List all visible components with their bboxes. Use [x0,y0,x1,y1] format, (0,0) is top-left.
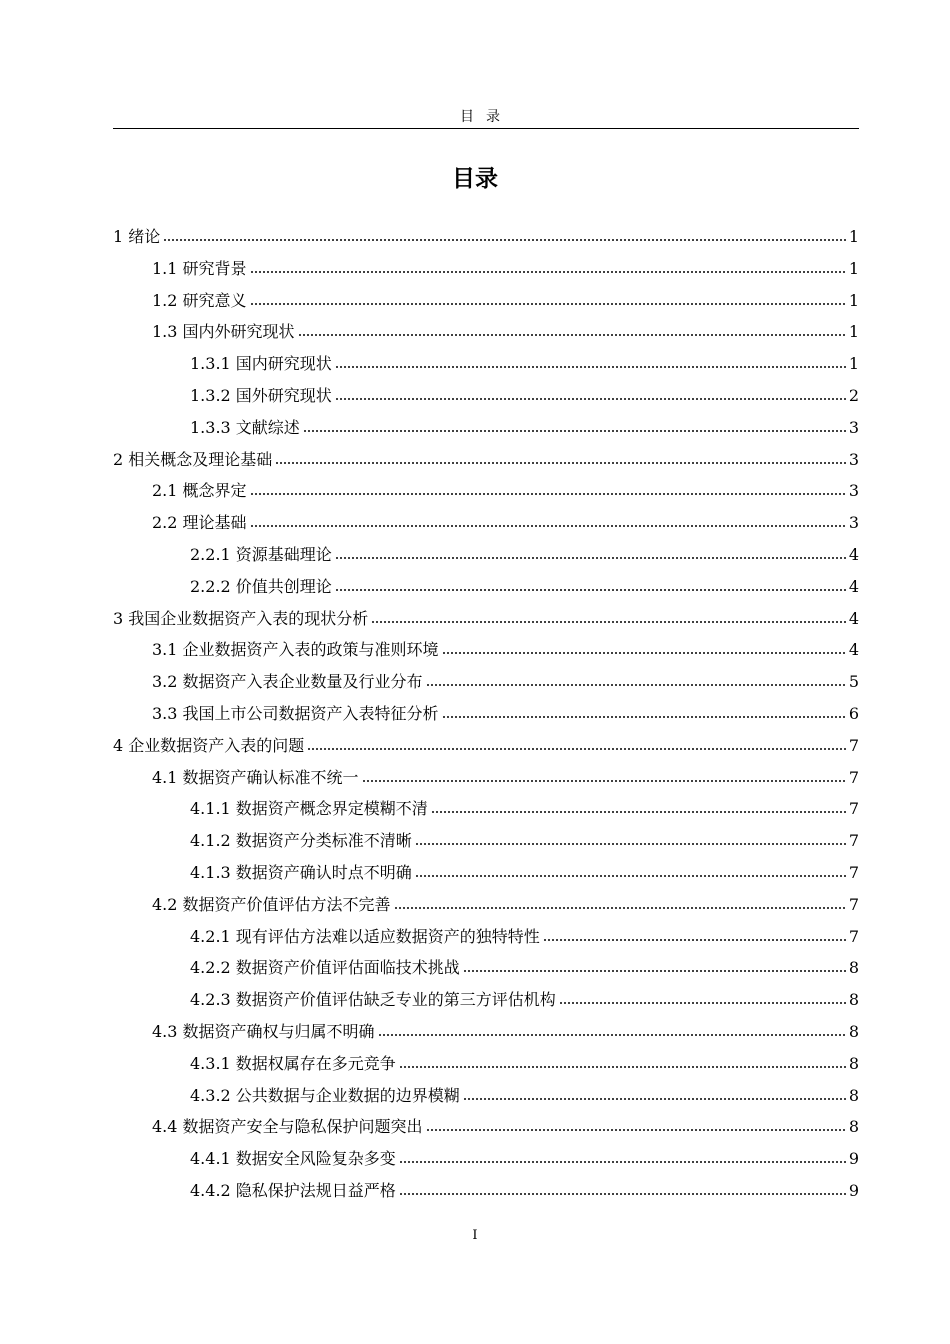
table-of-contents [113,225,859,1211]
dot-leader [275,462,846,464]
toc-entry-page-number: 7 [848,862,859,882]
toc-entry-label: 4.2.2 数据资产价值评估面临技术挑战 [190,958,460,978]
toc-entry-page-number: 1 [848,322,859,342]
toc-entry[interactable] [113,416,859,448]
toc-entry-label: 3.2 数据资产入表企业数量及行业分布 [152,672,423,692]
toc-entry[interactable] [113,1052,859,1084]
dot-leader [394,907,846,909]
toc-entry-label: 3.3 我国上市公司数据资产入表特征分析 [152,703,439,723]
toc-entry-label: 4.1.3 数据资产确认时点不明确 [190,862,412,882]
toc-entry-page-number: 6 [848,703,859,723]
toc-entry-page-number: 9 [848,1149,859,1169]
toc-entry-label: 4.3.1 数据权属存在多元竞争 [190,1053,396,1073]
toc-entry[interactable] [113,893,859,925]
toc-entry-page-number: 8 [848,1021,859,1041]
toc-entry[interactable] [113,1179,859,1211]
toc-entry[interactable] [113,448,859,480]
toc-entry-label: 3.1 企业数据资产入表的政策与准则环境 [152,640,439,660]
toc-entry[interactable] [113,670,859,702]
toc-entry[interactable] [113,829,859,861]
toc-entry-label: 1.3.2 国外研究现状 [190,385,332,405]
toc-entry[interactable] [113,1020,859,1052]
toc-entry-page-number: 8 [848,990,859,1010]
toc-entry-page-number: 7 [848,831,859,851]
toc-entry-page-number: 4 [848,544,859,564]
toc-entry[interactable] [113,384,859,416]
dot-leader [442,652,846,654]
dot-leader [307,748,846,750]
toc-entry-page-number: 5 [848,672,859,692]
toc-entry-label: 1.1 研究背景 [152,258,247,278]
toc-entry[interactable] [113,607,859,639]
toc-entry-page-number: 1 [848,290,859,310]
dot-leader [335,398,846,400]
dot-leader [415,875,846,877]
dot-leader [378,1034,846,1036]
toc-entry-page-number: 7 [848,799,859,819]
toc-entry-label: 4.2.3 数据资产价值评估缺乏专业的第三方评估机构 [190,990,556,1010]
toc-entry-page-number: 3 [848,449,859,469]
toc-entry-page-number: 1 [848,258,859,278]
dot-leader [250,303,846,305]
toc-entry-page-number: 7 [848,926,859,946]
toc-entry[interactable] [113,988,859,1020]
toc-entry-label: 1 绪论 [113,227,161,246]
toc-entry-label: 4.4.1 数据安全风险复杂多变 [190,1149,396,1169]
toc-entry[interactable] [113,638,859,670]
toc-entry[interactable] [113,861,859,893]
dot-leader [298,334,846,336]
toc-entry-page-number: 3 [848,513,859,533]
toc-entry-label: 2.2.1 资源基础理论 [190,544,332,564]
toc-entry-label: 4.4.2 隐私保护法规日益严格 [190,1180,396,1200]
dot-leader [543,939,846,941]
toc-entry-label: 4.3 数据资产确权与归属不明确 [152,1021,375,1041]
toc-entry-label: 1.3 国内外研究现状 [152,322,295,342]
toc-entry-label: 1.3.3 文献综述 [190,417,300,437]
dot-leader [371,621,846,623]
dot-leader [303,430,846,432]
toc-entry-label: 2.1 概念界定 [152,481,247,501]
page-number: I [472,1228,478,1243]
dot-leader [250,271,846,273]
toc-entry-label: 2 相关概念及理论基础 [113,449,273,469]
toc-entry-label: 2.2 理论基础 [152,513,247,533]
toc-entry-page-number: 1 [848,354,859,374]
toc-entry[interactable] [113,511,859,543]
toc-entry-page-number: 3 [848,481,859,501]
dot-leader [250,493,846,495]
dot-leader [335,589,846,591]
toc-entry[interactable] [113,734,859,766]
toc-entry-page-number: 8 [848,1053,859,1073]
toc-entry-page-number: 7 [848,767,859,787]
dot-leader [431,811,846,813]
toc-entry-label: 3 我国企业数据资产入表的现状分析 [113,608,369,628]
dot-leader [335,366,846,368]
toc-entry[interactable] [113,320,859,352]
toc-entry-page-number: 4 [848,608,859,628]
toc-entry-page-number: 9 [848,1180,859,1200]
toc-entry-page-number: 1 [848,227,859,246]
toc-entry-page-number: 2 [848,385,859,405]
toc-entry-label: 4.2 数据资产价值评估方法不完善 [152,894,391,914]
toc-entry-label: 4.3.2 公共数据与企业数据的边界模糊 [190,1085,460,1105]
toc-entry-page-number: 8 [848,1085,859,1105]
toc-entry-page-number: 7 [848,735,859,755]
toc-entry[interactable] [113,1115,859,1147]
dot-leader [559,1002,846,1004]
toc-entry-page-number: 7 [848,894,859,914]
header-rule [113,128,859,129]
toc-entry[interactable] [113,797,859,829]
dot-leader [399,1161,846,1163]
toc-entry[interactable] [113,956,859,988]
toc-entry-page-number: 8 [848,1117,859,1137]
dot-leader [399,1066,846,1068]
toc-entry[interactable] [113,352,859,384]
toc-entry[interactable] [113,702,859,734]
toc-entry-page-number: 4 [848,576,859,596]
dot-leader [362,780,846,782]
toc-entry[interactable] [113,925,859,957]
toc-entry[interactable] [113,289,859,321]
page-title: 目录 [452,166,498,192]
toc-entry[interactable] [113,225,859,257]
dot-leader [442,716,846,718]
toc-entry[interactable] [113,257,859,289]
toc-entry[interactable] [113,543,859,575]
toc-entry-label: 4.2.1 现有评估方法难以适应数据资产的独特特性 [190,926,540,946]
toc-entry-page-number: 3 [848,417,859,437]
toc-entry[interactable] [113,479,859,511]
toc-entry[interactable] [113,766,859,798]
dot-leader [163,239,846,241]
toc-entry[interactable] [113,575,859,607]
toc-entry-label: 4 企业数据资产入表的问题 [113,735,305,755]
toc-entry[interactable] [113,1084,859,1116]
dot-leader [463,970,846,972]
dot-leader [415,843,846,845]
toc-entry-label: 4.1 数据资产确认标准不统一 [152,767,359,787]
toc-entry-label: 4.1.2 数据资产分类标准不清晰 [190,831,412,851]
dot-leader [426,1129,846,1131]
dot-leader [335,557,846,559]
toc-entry-label: 1.3.1 国内研究现状 [190,354,332,374]
dot-leader [399,1193,846,1195]
toc-entry-label: 2.2.2 价值共创理论 [190,576,332,596]
dot-leader [250,525,846,527]
toc-entry-label: 4.1.1 数据资产概念界定模糊不清 [190,799,428,819]
toc-entry-page-number: 8 [848,958,859,978]
toc-entry-label: 4.4 数据资产安全与隐私保护问题突出 [152,1117,423,1137]
dot-leader [426,684,846,686]
dot-leader [463,1098,846,1100]
toc-entry-label: 1.2 研究意义 [152,290,247,310]
toc-entry-page-number: 4 [848,640,859,660]
toc-entry[interactable] [113,1147,859,1179]
running-header: 目录 [460,109,512,125]
